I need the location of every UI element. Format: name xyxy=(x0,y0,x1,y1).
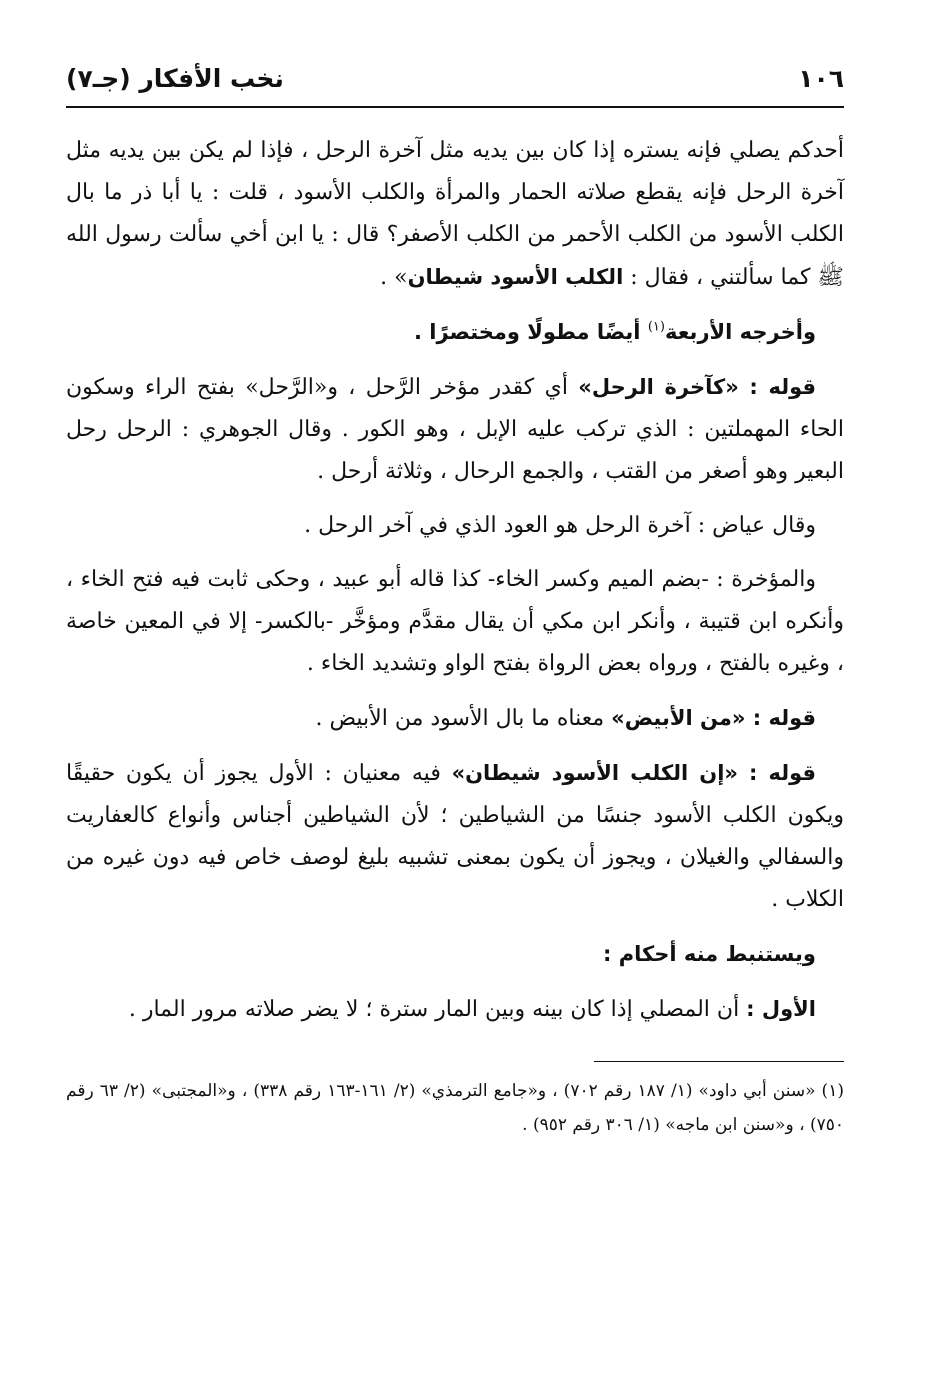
takhrij-rest: أيضًا مطولًا ومختصرًا . xyxy=(413,320,648,344)
footnote-1: (١) «سنن أبي داود» (١/ ١٨٧ رقم ٧٠٢) ، و«جامع الترمذي» (٢/ ١٦١-١٦٣ رقم ٣٣٨) ، و«المجتبى» (٢/ ٦٣ رقم ٧٥٠) ، و«سنن ابن ماجه» (١/ ٣٠٦ رقم ٩٥٢) . xyxy=(66,1081,844,1135)
book-title: نخب الأفكار (جـ٧) xyxy=(66,64,284,93)
hadith-text: أحدكم يصلي فإنه يستره إذا كان بين يديه مثل آخرة الرحل ، فإذا لم يكن بين يديه مثل آخرة الرحل فإنه يقطع صلاته الحمار والمرأة والكلب الأسود ، قلت : يا أبا ذر ما بال الكلب الأسود من الكلب الأحمر من الكلب الأصفر؟ قال : يا ابن أخي سألت رسول الله ﷺ كما سألتني ، فقال : xyxy=(66,138,844,290)
ahkam-heading: ويستنبط منه أحكام : xyxy=(603,942,816,966)
takhrij-lead: وأخرجه الأربعة xyxy=(664,320,816,344)
explanation-text: أي كقدر مؤخر الرَّحل ، و«الرَّحل» بفتح الراء وسكون الحاء المهملتين : الذي تركب عليه الإبل ، وهو الكور . وقال الجوهري : الرحل رحل البعير وهو أصغر من القتب ، والجمع الرحال ، وثلاثة أرحل . xyxy=(66,375,844,484)
book-page xyxy=(66,60,844,1350)
first-ruling-text: أن المصلي إذا كان بينه وبين المار سترة ؛ لا يضر صلاته مرور المار . xyxy=(128,997,747,1022)
hadith-close: » . xyxy=(380,265,408,290)
lemma-kaakhirat-alrahl: قوله : «كآخرة الرحل» xyxy=(578,375,816,399)
paragraph-first-ruling xyxy=(66,988,844,1031)
paragraph-iyad xyxy=(66,505,844,547)
first-ruling-label: الأول : xyxy=(746,997,816,1021)
running-header xyxy=(66,60,844,108)
page-number: ١٠٦ xyxy=(798,64,844,93)
footnote-ref-1: (١) xyxy=(647,319,665,335)
paragraph-muakhkhira xyxy=(66,559,844,685)
paragraph-takhrij xyxy=(66,311,844,354)
iyad-text: وقال عياض : آخرة الرحل هو العود الذي في آخر الرحل . xyxy=(304,513,816,538)
explanation-text: فيه معنيان : الأول يجوز أن يكون حقيقًا ويكون الكلب الأسود جنسًا من الشياطين ؛ لأن الشياطين أجناس وأنواع كالعفاريت والسفالي والغيلان ، ويجوز أن يكون بمعنى تشبيه بليغ لوصف خاص فيه دون غيره من الكلاب . xyxy=(66,761,844,912)
paragraph-kaakhirat-alrahl xyxy=(66,366,844,493)
lemma-min-alabyad: قوله : «من الأبيض» xyxy=(611,706,816,730)
footnote-separator xyxy=(594,1061,844,1062)
paragraph-min-alabyad xyxy=(66,697,844,740)
paragraph-ahkam-heading xyxy=(66,933,844,976)
paragraph-shaytan xyxy=(66,752,844,921)
main-text xyxy=(66,130,844,1031)
muakhkhira-text: والمؤخرة : -بضم الميم وكسر الخاء- كذا قاله أبو عبيد ، وحكى ثابت فيه فتح الخاء ، وأنكره ابن قتيبة ، وأنكر ابن مكي أن يقال مقدَّم ومؤخَّر -بالكسر- إلا في المعين خاصة ، وغيره بالفتح ، ورواه بعض الرواة بفتح الواو وتشديد الخاء . xyxy=(66,567,844,676)
explanation-text: معناه ما بال الأسود من الأبيض . xyxy=(315,706,612,731)
lemma-shaytan: قوله : «إن الكلب الأسود شيطان» xyxy=(451,761,816,785)
footnotes xyxy=(66,1074,844,1142)
paragraph-hadith-continuation xyxy=(66,130,844,299)
hadith-quote-bold: الكلب الأسود شيطان xyxy=(407,265,624,289)
